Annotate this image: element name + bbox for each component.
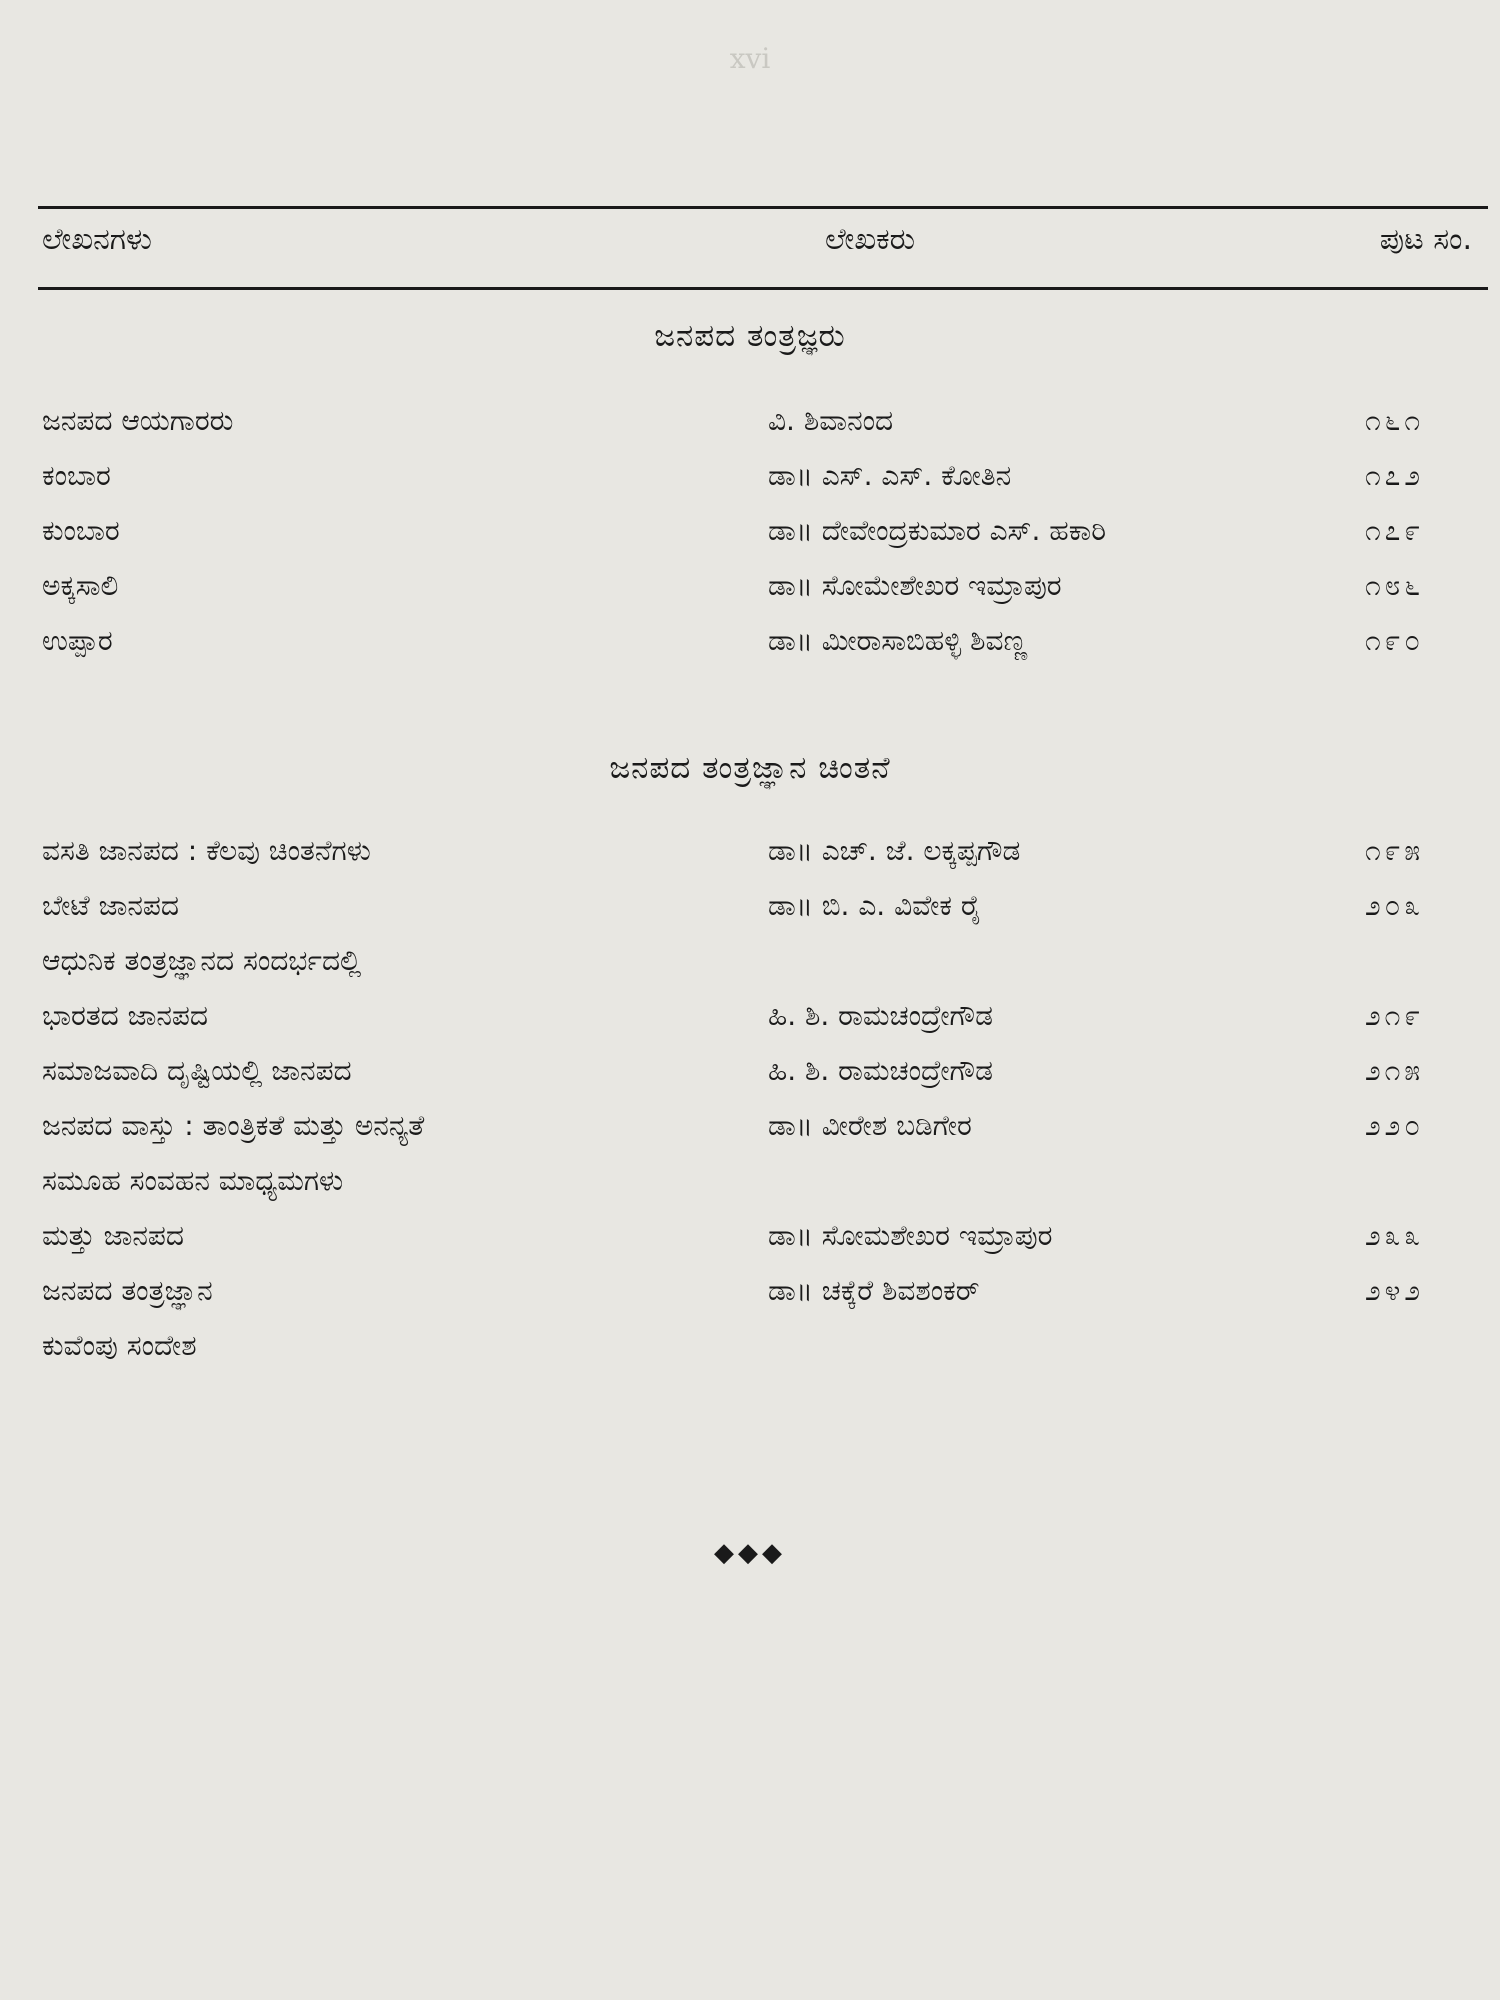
toc-entry[interactable]	[0, 393, 1500, 448]
entry-page: ೨೧೫	[1364, 1054, 1424, 1087]
entry-author: ಡಾ॥ ದೇವೇಂದ್ರಕುಮಾರ ಎಸ್. ಹಕಾರಿ	[768, 514, 1106, 547]
entry-title: ಜನಪದ ಆಯಗಾರರು	[42, 404, 234, 437]
toc-entry[interactable]	[0, 1043, 1500, 1098]
toc-entry[interactable]	[0, 613, 1500, 668]
toc-entry[interactable]	[0, 503, 1500, 558]
section-heading: ಜನಪದ ತಂತ್ರಜ್ಞರು	[654, 318, 846, 354]
entry-title: ವಸತಿ ಜಾನಪದ : ಕೆಲವು ಚಿಂತನೆಗಳು	[42, 834, 371, 867]
section-heading: ಜನಪದ ತಂತ್ರಜ್ಞಾನ ಚಿಂತನೆ	[609, 750, 891, 786]
toc-entry[interactable]	[0, 558, 1500, 613]
section-entries	[0, 393, 1500, 668]
entry-author: ಹಿ. ಶಿ. ರಾಮಚಂದ್ರೇಗೌಡ	[768, 999, 993, 1032]
entry-title: ಬೇಟೆ ಜಾನಪದ	[42, 889, 179, 922]
entry-title: ಮತ್ತು ಜಾನಪದ	[42, 1219, 184, 1252]
entry-author: ಡಾ॥ ಬಿ. ಎ. ವಿವೇಕ ರೈ	[768, 889, 982, 922]
toc-entry[interactable]	[0, 1208, 1500, 1263]
entry-author: ಡಾ॥ ವೀರೇಶ ಬಡಿಗೇರ	[768, 1109, 972, 1142]
entry-page: ೨೧೯	[1364, 999, 1424, 1032]
entry-page: ೧೭೨	[1364, 459, 1424, 492]
entry-title: ಭಾರತದ ಜಾನಪದ	[42, 999, 208, 1032]
entry-page: ೨೪೨	[1364, 1274, 1424, 1307]
entry-page: ೨೨೦	[1364, 1109, 1424, 1142]
entry-title: ಸಮಾಜವಾದಿ ದೃಷ್ಟಿಯಲ್ಲಿ ಜಾನಪದ	[42, 1054, 352, 1087]
entry-title: ಸಮೂಹ ಸಂವಹನ ಮಾಧ್ಯಮಗಳು	[42, 1164, 344, 1197]
toc-entry[interactable]	[0, 933, 1500, 988]
end-ornament: ◆◆◆	[714, 1538, 786, 1568]
entry-author: ಡಾ॥ ಸೋಮೇಶೇಖರ ಇಮ್ರಾಪುರ	[768, 569, 1062, 602]
entry-title: ಕುವೆಂಪು ಸಂದೇಶ	[42, 1329, 197, 1362]
entry-title: ಉಪ್ಪಾರ	[42, 624, 113, 657]
entry-author: ಡಾ॥ ಮೀರಾಸಾಬಿಹಳ್ಳಿ ಶಿವಣ್ಣ	[768, 624, 1028, 657]
entry-page: ೧೯೦	[1364, 624, 1424, 657]
header-page-no: ಪುಟ ಸಂ.	[1379, 222, 1472, 257]
toc-entry[interactable]	[0, 878, 1500, 933]
toc-entry[interactable]	[0, 1318, 1500, 1373]
entry-author: ಡಾ॥ ಎಸ್. ಎಸ್. ಕೋತಿನ	[768, 459, 1012, 492]
section-entries	[0, 823, 1500, 1373]
entry-author: ಡಾ॥ ಚಕ್ಕೆರೆ ಶಿವಶಂಕರ್	[768, 1274, 980, 1307]
entry-title: ಕಂಬಾರ	[42, 459, 111, 492]
header-authors: ಲೇಖಕರು	[825, 222, 916, 257]
toc-entry[interactable]	[0, 448, 1500, 503]
entry-page: ೧೬೧	[1364, 404, 1424, 437]
entry-title: ಜನಪದ ವಾಸ್ತು : ತಾಂತ್ರಿಕತೆ ಮತ್ತು ಅನನ್ಯತೆ	[42, 1109, 425, 1142]
table-header-rule	[38, 287, 1488, 290]
entry-title: ಅಕ್ಕಸಾಲಿ	[42, 569, 119, 602]
entry-title: ಜನಪದ ತಂತ್ರಜ್ಞಾನ	[42, 1274, 213, 1307]
table-header	[0, 222, 1500, 266]
toc-entry[interactable]	[0, 823, 1500, 878]
entry-page: ೨೦೩	[1364, 889, 1424, 922]
entry-title: ಕುಂಬಾರ	[42, 514, 120, 547]
entry-title: ಆಧುನಿಕ ತಂತ್ರಜ್ಞಾನದ ಸಂದರ್ಭದಲ್ಲಿ	[42, 944, 362, 977]
table-top-rule	[38, 206, 1488, 209]
toc-entry[interactable]	[0, 1263, 1500, 1318]
toc-entry[interactable]	[0, 988, 1500, 1043]
entry-page: ೧೭೯	[1364, 514, 1424, 547]
entry-page: ೨೩೩	[1364, 1219, 1424, 1252]
header-articles: ಲೇಖನಗಳು	[42, 222, 152, 257]
entry-page: ೧೯೫	[1364, 834, 1424, 867]
page-number: xvi	[729, 42, 771, 75]
entry-author: ವಿ. ಶಿವಾನಂದ	[768, 404, 894, 437]
entry-author: ಹಿ. ಶಿ. ರಾಮಚಂದ್ರೇಗೌಡ	[768, 1054, 993, 1087]
entry-author: ಡಾ॥ ಎಚ್. ಜೆ. ಲಕ್ಕಪ್ಪಗೌಡ	[768, 834, 1021, 867]
entry-page: ೧೮೬	[1364, 569, 1424, 602]
toc-entry[interactable]	[0, 1153, 1500, 1208]
entry-author: ಡಾ॥ ಸೋಮಶೇಖರ ಇಮ್ರಾಪುರ	[768, 1219, 1053, 1252]
toc-entry[interactable]	[0, 1098, 1500, 1153]
